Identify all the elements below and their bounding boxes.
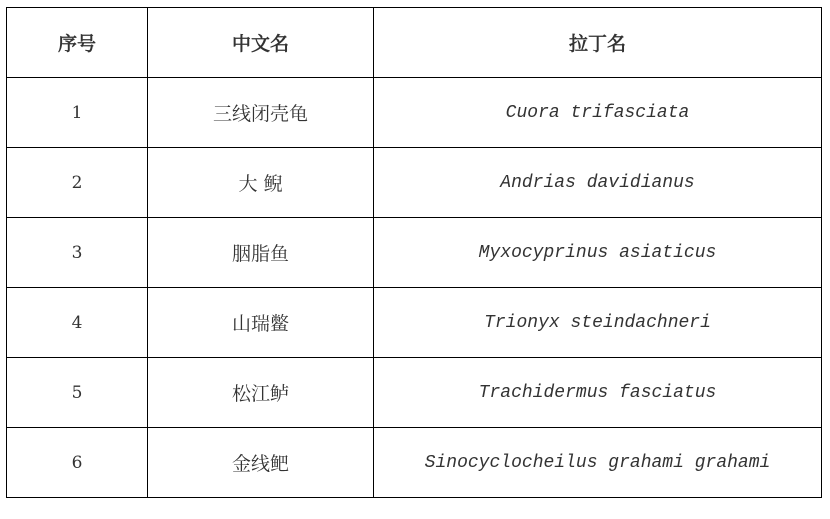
table-row [7, 428, 822, 498]
row-chinese-name-cell: 胭脂鱼 [148, 218, 374, 288]
row-latin-name-cell: Andrias davidianus [374, 148, 822, 218]
table-header [7, 8, 822, 78]
row-latin-name-cell: Sinocyclocheilus grahami grahami [374, 428, 822, 498]
table-row [7, 78, 822, 148]
row-latin-name-cell: Myxocyprinus asiaticus [374, 218, 822, 288]
table-row [7, 358, 822, 428]
row-chinese-name-cell: 金线鲃 [148, 428, 374, 498]
row-latin-name-cell: Cuora trifasciata [374, 78, 822, 148]
header-chinese-name: 中文名 [148, 8, 374, 78]
row-index-cell: 1 [7, 78, 148, 148]
row-chinese-name-cell: 山瑞鳖 [148, 288, 374, 358]
row-chinese-name-cell: 大 鲵 [148, 148, 374, 218]
table-row [7, 218, 822, 288]
table-row [7, 288, 822, 358]
row-index-cell: 5 [7, 358, 148, 428]
header-index: 序号 [7, 8, 148, 78]
row-index-cell: 6 [7, 428, 148, 498]
header-row [7, 8, 822, 78]
table-body [7, 78, 822, 498]
row-index-cell: 3 [7, 218, 148, 288]
row-latin-name-cell: Trionyx steindachneri [374, 288, 822, 358]
row-chinese-name-cell: 松江鲈 [148, 358, 374, 428]
row-index-cell: 2 [7, 148, 148, 218]
header-latin-name: 拉丁名 [374, 8, 822, 78]
row-index-cell: 4 [7, 288, 148, 358]
row-chinese-name-cell: 三线闭壳龟 [148, 78, 374, 148]
species-table [6, 7, 822, 498]
row-latin-name-cell: Trachidermus fasciatus [374, 358, 822, 428]
table-row [7, 148, 822, 218]
